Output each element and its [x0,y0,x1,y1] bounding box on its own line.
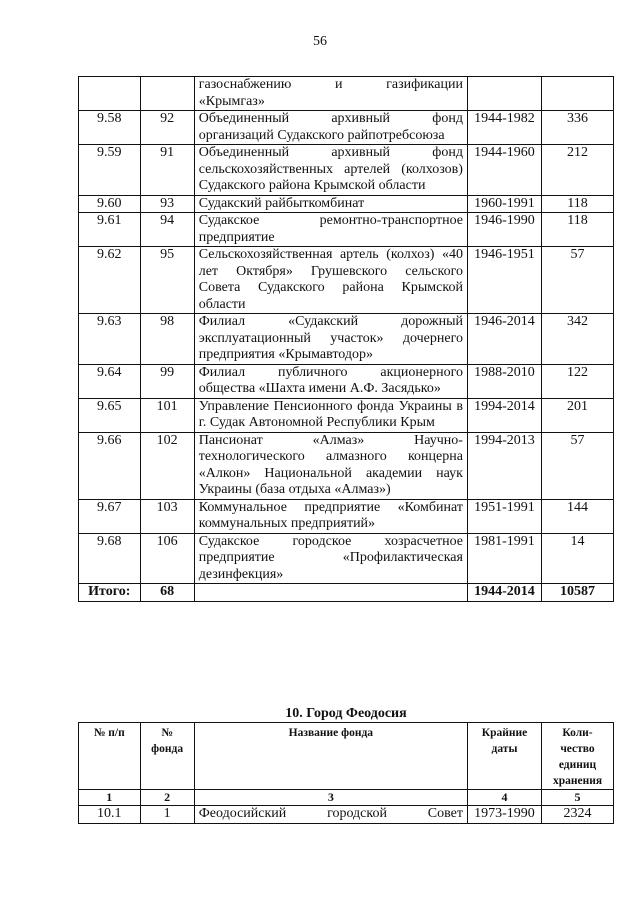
index-1: 1 [79,790,141,806]
cell-count: 14 [542,533,614,584]
cell-fond: 92 [140,111,194,145]
cell-fond: 101 [140,398,194,432]
cell-name: Судакский райбыткомбинат [194,195,467,213]
cell-name: Коммунальное предприятие «Комбинат коммунальных предприятий» [194,499,467,533]
cell-name [194,77,467,111]
column-index-row [79,790,614,806]
cell-count: 57 [542,247,614,314]
cell-fond: 106 [140,533,194,584]
header-count: Коли-чество единиц хранения [542,723,614,790]
archive-funds-table-body [79,77,614,584]
cell-dates: 1946-1951 [467,247,541,314]
header-dates: Крайние даты [467,723,541,790]
table-row [79,213,614,247]
cell-dates: 1944-1960 [467,145,541,196]
cell-count: 118 [542,213,614,247]
cell-dates: 1946-2014 [467,314,541,365]
archive-funds-table [78,76,614,602]
total-count: 10587 [542,584,614,602]
cell-num: 9.63 [79,314,141,365]
index-5: 5 [542,790,614,806]
cell-name: Сельскохозяйственная артель (колхоз) «40 лет Октября» Грушевского сельского Совета Судакского района Крымской области [194,247,467,314]
cell-dates: 1960-1991 [467,195,541,213]
table-row [79,314,614,365]
cell-num: 9.68 [79,533,141,584]
cell-name: Филиал публичного акционерного общества «Шахта имени А.Ф. Засядько» [194,364,467,398]
cell-fond: 103 [140,499,194,533]
section-funds-table-body [79,806,614,824]
cell-num: 10.1 [79,806,141,824]
cell-fond: 95 [140,247,194,314]
table-row [79,398,614,432]
section-funds-table [78,722,614,824]
cell-num: 9.65 [79,398,141,432]
continuation-line-2: «Крымгаз» [198,93,265,109]
cell-num: 9.61 [79,213,141,247]
table-row [79,145,614,196]
cell-dates: 1994-2014 [467,398,541,432]
cell-dates: 1946-1990 [467,213,541,247]
cell-dates: 1981-1991 [467,533,541,584]
table-row [79,432,614,499]
total-row [79,584,614,602]
table-row [79,364,614,398]
cell-count: 212 [542,145,614,196]
cell-fond: 1 [140,806,194,824]
cell-count: 122 [542,364,614,398]
table-row [79,806,614,824]
index-4: 4 [467,790,541,806]
cell-count: 201 [542,398,614,432]
cell-name: Судакское городское хозрасчетное предприятие «Профилактическая дезинфекция» [194,533,467,584]
cell-fond: 102 [140,432,194,499]
cell-count: 118 [542,195,614,213]
cell-num: 9.67 [79,499,141,533]
total-label: Итого: [79,584,141,602]
cell-num: 9.59 [79,145,141,196]
header-num: № п/п [79,723,141,790]
table-row [79,247,614,314]
cell-num [79,77,141,111]
cell-num: 9.58 [79,111,141,145]
cell-fond: 99 [140,364,194,398]
cell-dates: 1988-2010 [467,364,541,398]
cell-count: 336 [542,111,614,145]
cell-dates: 1973-1990 [467,806,541,824]
total-dates: 1944-2014 [467,584,541,602]
cell-dates: 1951-1991 [467,499,541,533]
cell-num: 9.60 [79,195,141,213]
cell-name: Пансионат «Алмаз» Научно-технологического алмазного концерна «Алкон» Национальной академии наук Украины (база отдыха «Алмаз») [194,432,467,499]
header-fond: № фонда [140,723,194,790]
cell-name: Управление Пенсионного фонда Украины в г. Судак Автономной Республики Крым [194,398,467,432]
table-row [79,195,614,213]
cell-fond: 94 [140,213,194,247]
cell-name: Феодосийский городской Совет [194,806,467,824]
cell-fond: 93 [140,195,194,213]
cell-fond [140,77,194,111]
cell-count [542,77,614,111]
continuation-line-1: газоснабжению и газификации [198,77,463,92]
cell-num: 9.62 [79,247,141,314]
total-fond: 68 [140,584,194,602]
cell-count: 57 [542,432,614,499]
cell-dates: 1944-1982 [467,111,541,145]
cell-count: 144 [542,499,614,533]
total-name [194,584,467,602]
cell-fond: 98 [140,314,194,365]
cell-num: 9.64 [79,364,141,398]
cell-num: 9.66 [79,432,141,499]
index-2: 2 [140,790,194,806]
section-title: 10. Город Феодосия [285,706,407,721]
header-row [79,723,614,790]
header-name: Название фонда [194,723,467,790]
cell-name: Судакское ремонтно-транспортное предприятие [194,213,467,247]
table-row [79,499,614,533]
cell-name: Объединенный архивный фонд организаций Судакского райпотребсоюза [194,111,467,145]
continuation-row [79,77,614,111]
table-row [79,533,614,584]
cell-count: 2324 [542,806,614,824]
cell-name: Объединенный архивный фонд сельскохозяйственных артелей (колхозов) Судакского района Крымской области [194,145,467,196]
table-row [79,111,614,145]
page-number: 56 [313,34,327,49]
cell-name: Филиал «Судакский дорожный эксплуатационный участок» дочернего предприятия «Крымавтодор» [194,314,467,365]
cell-count: 342 [542,314,614,365]
cell-dates [467,77,541,111]
cell-dates: 1994-2013 [467,432,541,499]
index-3: 3 [194,790,467,806]
cell-fond: 91 [140,145,194,196]
